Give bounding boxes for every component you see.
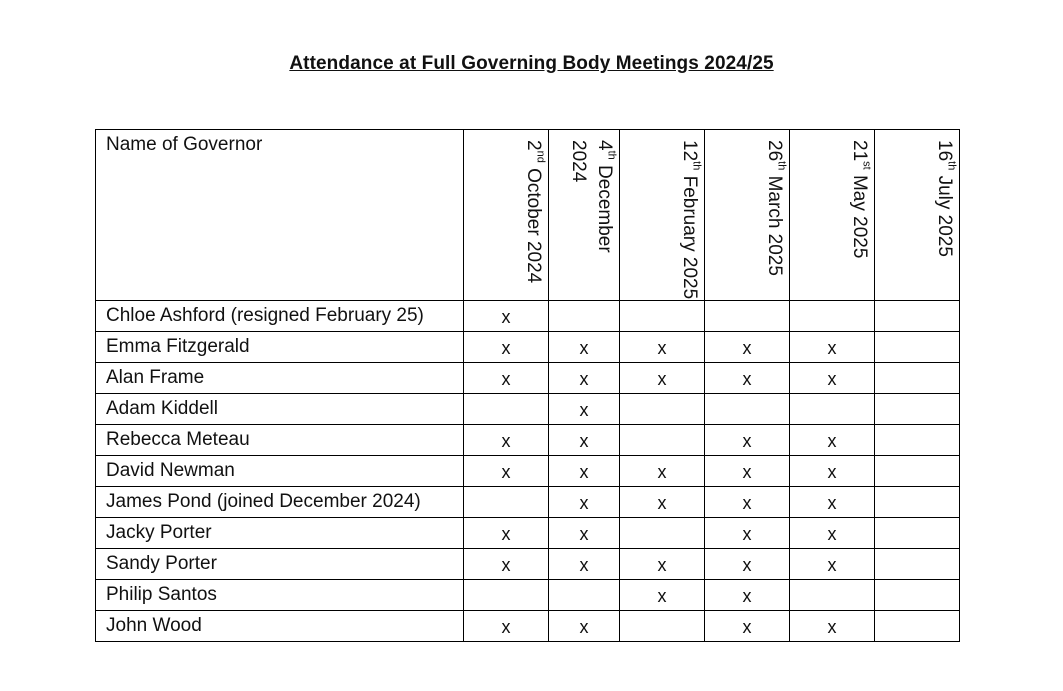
governor-name: Philip Santos [96,580,464,611]
attendance-cell: x [549,332,620,363]
meeting-date-label [618,140,702,300]
meeting-month-year: March 2025 [764,170,785,276]
meeting-day-suffix: st [860,161,872,170]
attendance-cell [464,487,549,518]
governor-name: Sandy Porter [96,549,464,580]
table-row [96,549,960,580]
governor-name: David Newman [96,456,464,487]
attendance-cell: x [620,332,705,363]
attendance-cell: x [549,363,620,394]
attendance-cell: x [705,580,790,611]
attendance-cell: x [790,611,875,642]
attendance-cell [875,487,960,518]
attendance-cell [875,611,960,642]
attendance-cell: x [790,363,875,394]
meeting-date-header [875,130,960,301]
meeting-day-suffix: nd [534,150,546,163]
attendance-cell: x [705,332,790,363]
attendance-cell: x [464,301,549,332]
table-row [96,456,960,487]
attendance-cell: x [549,456,620,487]
governor-name: Jacky Porter [96,518,464,549]
attendance-cell: x [790,518,875,549]
meeting-day-suffix: th [945,161,957,171]
attendance-cell [790,301,875,332]
meeting-day: 26 [764,140,785,162]
attendance-cell: x [705,518,790,549]
attendance-cell: x [790,487,875,518]
attendance-cell: x [705,456,790,487]
governor-name: Rebecca Meteau [96,425,464,456]
attendance-cell [464,580,549,611]
attendance-cell [549,301,620,332]
attendance-cell [620,611,705,642]
meeting-day: 4 [594,140,615,151]
attendance-cell [875,549,960,580]
table-row [96,518,960,549]
meeting-date-label [788,140,872,300]
attendance-cell [875,456,960,487]
table-row [96,363,960,394]
attendance-cell: x [790,456,875,487]
meeting-month-year: February 2025 [679,170,700,300]
table-body [96,301,960,642]
attendance-cell: x [790,549,875,580]
attendance-cell: x [620,549,705,580]
governor-name: James Pond (joined December 2024) [96,487,464,518]
governor-name: Alan Frame [96,363,464,394]
attendance-cell: x [549,487,620,518]
attendance-cell [875,332,960,363]
attendance-cell: x [549,549,620,580]
attendance-cell [875,394,960,425]
meeting-day-suffix: th [690,161,702,171]
attendance-cell [875,363,960,394]
attendance-cell: x [549,425,620,456]
table-row [96,580,960,611]
table-row [96,611,960,642]
attendance-cell [705,301,790,332]
meeting-month-year: July 2025 [934,170,955,257]
attendance-cell: x [549,611,620,642]
attendance-cell [620,425,705,456]
attendance-cell: x [620,580,705,611]
attendance-cell [875,518,960,549]
table-row [96,301,960,332]
attendance-cell: x [705,487,790,518]
attendance-cell [464,394,549,425]
attendance-cell: x [620,456,705,487]
attendance-cell [620,301,705,332]
table-row [96,394,960,425]
attendance-cell [549,580,620,611]
attendance-cell: x [620,363,705,394]
meeting-day: 12 [679,140,700,162]
attendance-cell: x [464,549,549,580]
attendance-cell: x [790,332,875,363]
meeting-day: 16 [934,140,955,162]
meeting-date-header [549,130,620,301]
attendance-cell [620,394,705,425]
governor-name: Emma Fitzgerald [96,332,464,363]
page-title: Attendance at Full Governing Body Meetings 2024/25 [289,53,774,74]
header-row [96,130,960,301]
attendance-cell [705,394,790,425]
meeting-day: 21 [849,140,870,162]
attendance-cell [620,518,705,549]
meeting-date-header [790,130,875,301]
name-of-governor-header: Name of Governor [96,130,464,301]
governor-name: Chloe Ashford (resigned February 25) [96,301,464,332]
meeting-month-year: December 2024 [568,140,615,253]
attendance-cell: x [620,487,705,518]
attendance-cell: x [464,425,549,456]
attendance-cell: x [464,332,549,363]
meeting-date-header [620,130,705,301]
attendance-cell: x [464,518,549,549]
governor-name: Adam Kiddell [96,394,464,425]
attendance-cell: x [464,363,549,394]
meeting-day-suffix: th [775,161,787,171]
meeting-date-label [873,140,957,300]
governor-name: John Wood [96,611,464,642]
meeting-date-label [703,140,787,300]
meeting-date-header [705,130,790,301]
attendance-table [95,129,960,642]
attendance-cell: x [549,518,620,549]
attendance-cell [790,394,875,425]
meeting-month-year: October 2024 [523,162,544,284]
attendance-cell: x [705,611,790,642]
meeting-day: 2 [523,140,544,151]
attendance-cell: x [549,394,620,425]
attendance-cell: x [705,425,790,456]
attendance-cell [875,580,960,611]
table-row [96,487,960,518]
meeting-month-year: May 2025 [849,169,870,259]
table-row [96,332,960,363]
meeting-day-suffix: th [605,150,617,160]
table-row [96,425,960,456]
attendance-cell [875,301,960,332]
meeting-date-label [533,140,617,300]
attendance-cell: x [790,425,875,456]
attendance-cell: x [705,549,790,580]
attendance-cell [875,425,960,456]
attendance-cell: x [705,363,790,394]
attendance-cell [790,580,875,611]
attendance-cell: x [464,456,549,487]
attendance-cell: x [464,611,549,642]
